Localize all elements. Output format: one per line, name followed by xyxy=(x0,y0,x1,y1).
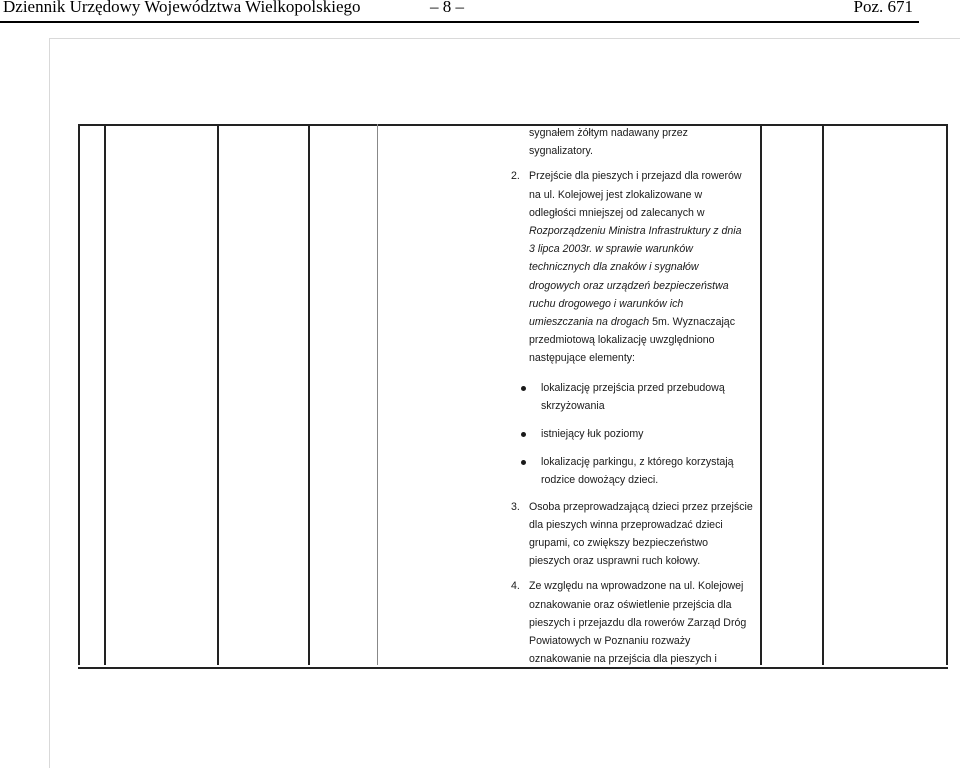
table-column-border xyxy=(822,124,824,665)
bullet-item xyxy=(505,453,760,489)
regulation-line: drogowych oraz urządzeń bezpieczeństwa xyxy=(529,279,729,292)
bullet-icon xyxy=(521,386,526,391)
text-line: następujące elementy: xyxy=(529,352,636,365)
text-line: rodzice dowożący dzieci. xyxy=(541,474,659,487)
list-item xyxy=(505,577,760,665)
page-header xyxy=(0,0,960,24)
bullet-icon xyxy=(521,432,526,437)
bullet-item xyxy=(505,379,760,415)
text-line: oznakowanie oraz oświetlenie przejścia dla xyxy=(529,598,732,611)
text-line: Ze względu na wprowadzone na ul. Kolejowej xyxy=(529,580,744,593)
regulation-line: ruchu drogowego i warunków ich xyxy=(529,297,684,310)
table-column-border xyxy=(217,124,219,665)
regulation-line: Rozporządzeniu Ministra Infrastruktury z dnia xyxy=(529,225,742,238)
regulation-line: 3 lipca 2003r. w sprawie warunków xyxy=(529,243,693,256)
regulation-line: technicznych dla znaków i sygnałów xyxy=(529,261,699,274)
item-number: 4. xyxy=(511,580,520,593)
text-line: lokalizację przejścia przed przebudową xyxy=(541,381,725,394)
text-line: skrzyżowania xyxy=(541,399,605,412)
text-line: Osoba przeprowadzającą dzieci przez przejście xyxy=(529,500,753,513)
list-item xyxy=(505,498,760,571)
text-line: pieszych i przejazdu dla rowerów Zarząd Dróg xyxy=(529,616,747,629)
text-line: sygnalizatory. xyxy=(529,145,593,158)
page-number: – 8 – xyxy=(430,0,464,16)
position-number: Poz. 671 xyxy=(853,0,913,16)
text-line: pieszych oraz usprawni ruch kołowy. xyxy=(529,555,701,568)
text-line: dla pieszych winna przeprowadzać dzieci xyxy=(529,518,723,531)
text-line: oznakowanie na przejścia dla pieszych i xyxy=(529,653,717,665)
bullet-item xyxy=(505,425,760,443)
bullet-icon xyxy=(521,460,526,465)
list-item xyxy=(505,167,760,367)
text-line: istniejący łuk poziomy xyxy=(541,428,644,441)
table-text-cell xyxy=(505,124,760,665)
item-number: 2. xyxy=(511,170,520,183)
regulation-line: umieszczania na drogach xyxy=(529,316,650,329)
text-line: lokalizację parkingu, z którego korzystają xyxy=(541,456,734,469)
text-fragment: 5m. Wyznaczając xyxy=(649,316,735,329)
text-line: przedmiotową lokalizację uwzględniono xyxy=(529,334,715,347)
text-line: sygnałem żółtym nadawany przez xyxy=(529,127,688,139)
text-line: Powiatowych w Poznaniu rozważy xyxy=(529,635,691,648)
table-column-border xyxy=(760,124,762,665)
table-column-border xyxy=(946,124,948,665)
table-column-border xyxy=(308,124,310,665)
table-column-border xyxy=(78,124,80,665)
header-rule xyxy=(0,21,919,23)
text-line: na ul. Kolejowej jest zlokalizowane w xyxy=(529,188,703,201)
text-line: Przejście dla pieszych i przejazd dla rowerów xyxy=(529,170,742,183)
bullet-list xyxy=(505,379,760,490)
text-line: odległości mniejszej od zalecanych w xyxy=(529,206,705,219)
item-number: 3. xyxy=(511,500,520,513)
table-column-border xyxy=(377,124,378,665)
table-column-border xyxy=(104,124,106,665)
journal-title: Dziennik Urzędowy Województwa Wielkopolskiego xyxy=(3,0,361,16)
text-line: grupami, co zwiększy bezpieczeństwo xyxy=(529,537,708,550)
